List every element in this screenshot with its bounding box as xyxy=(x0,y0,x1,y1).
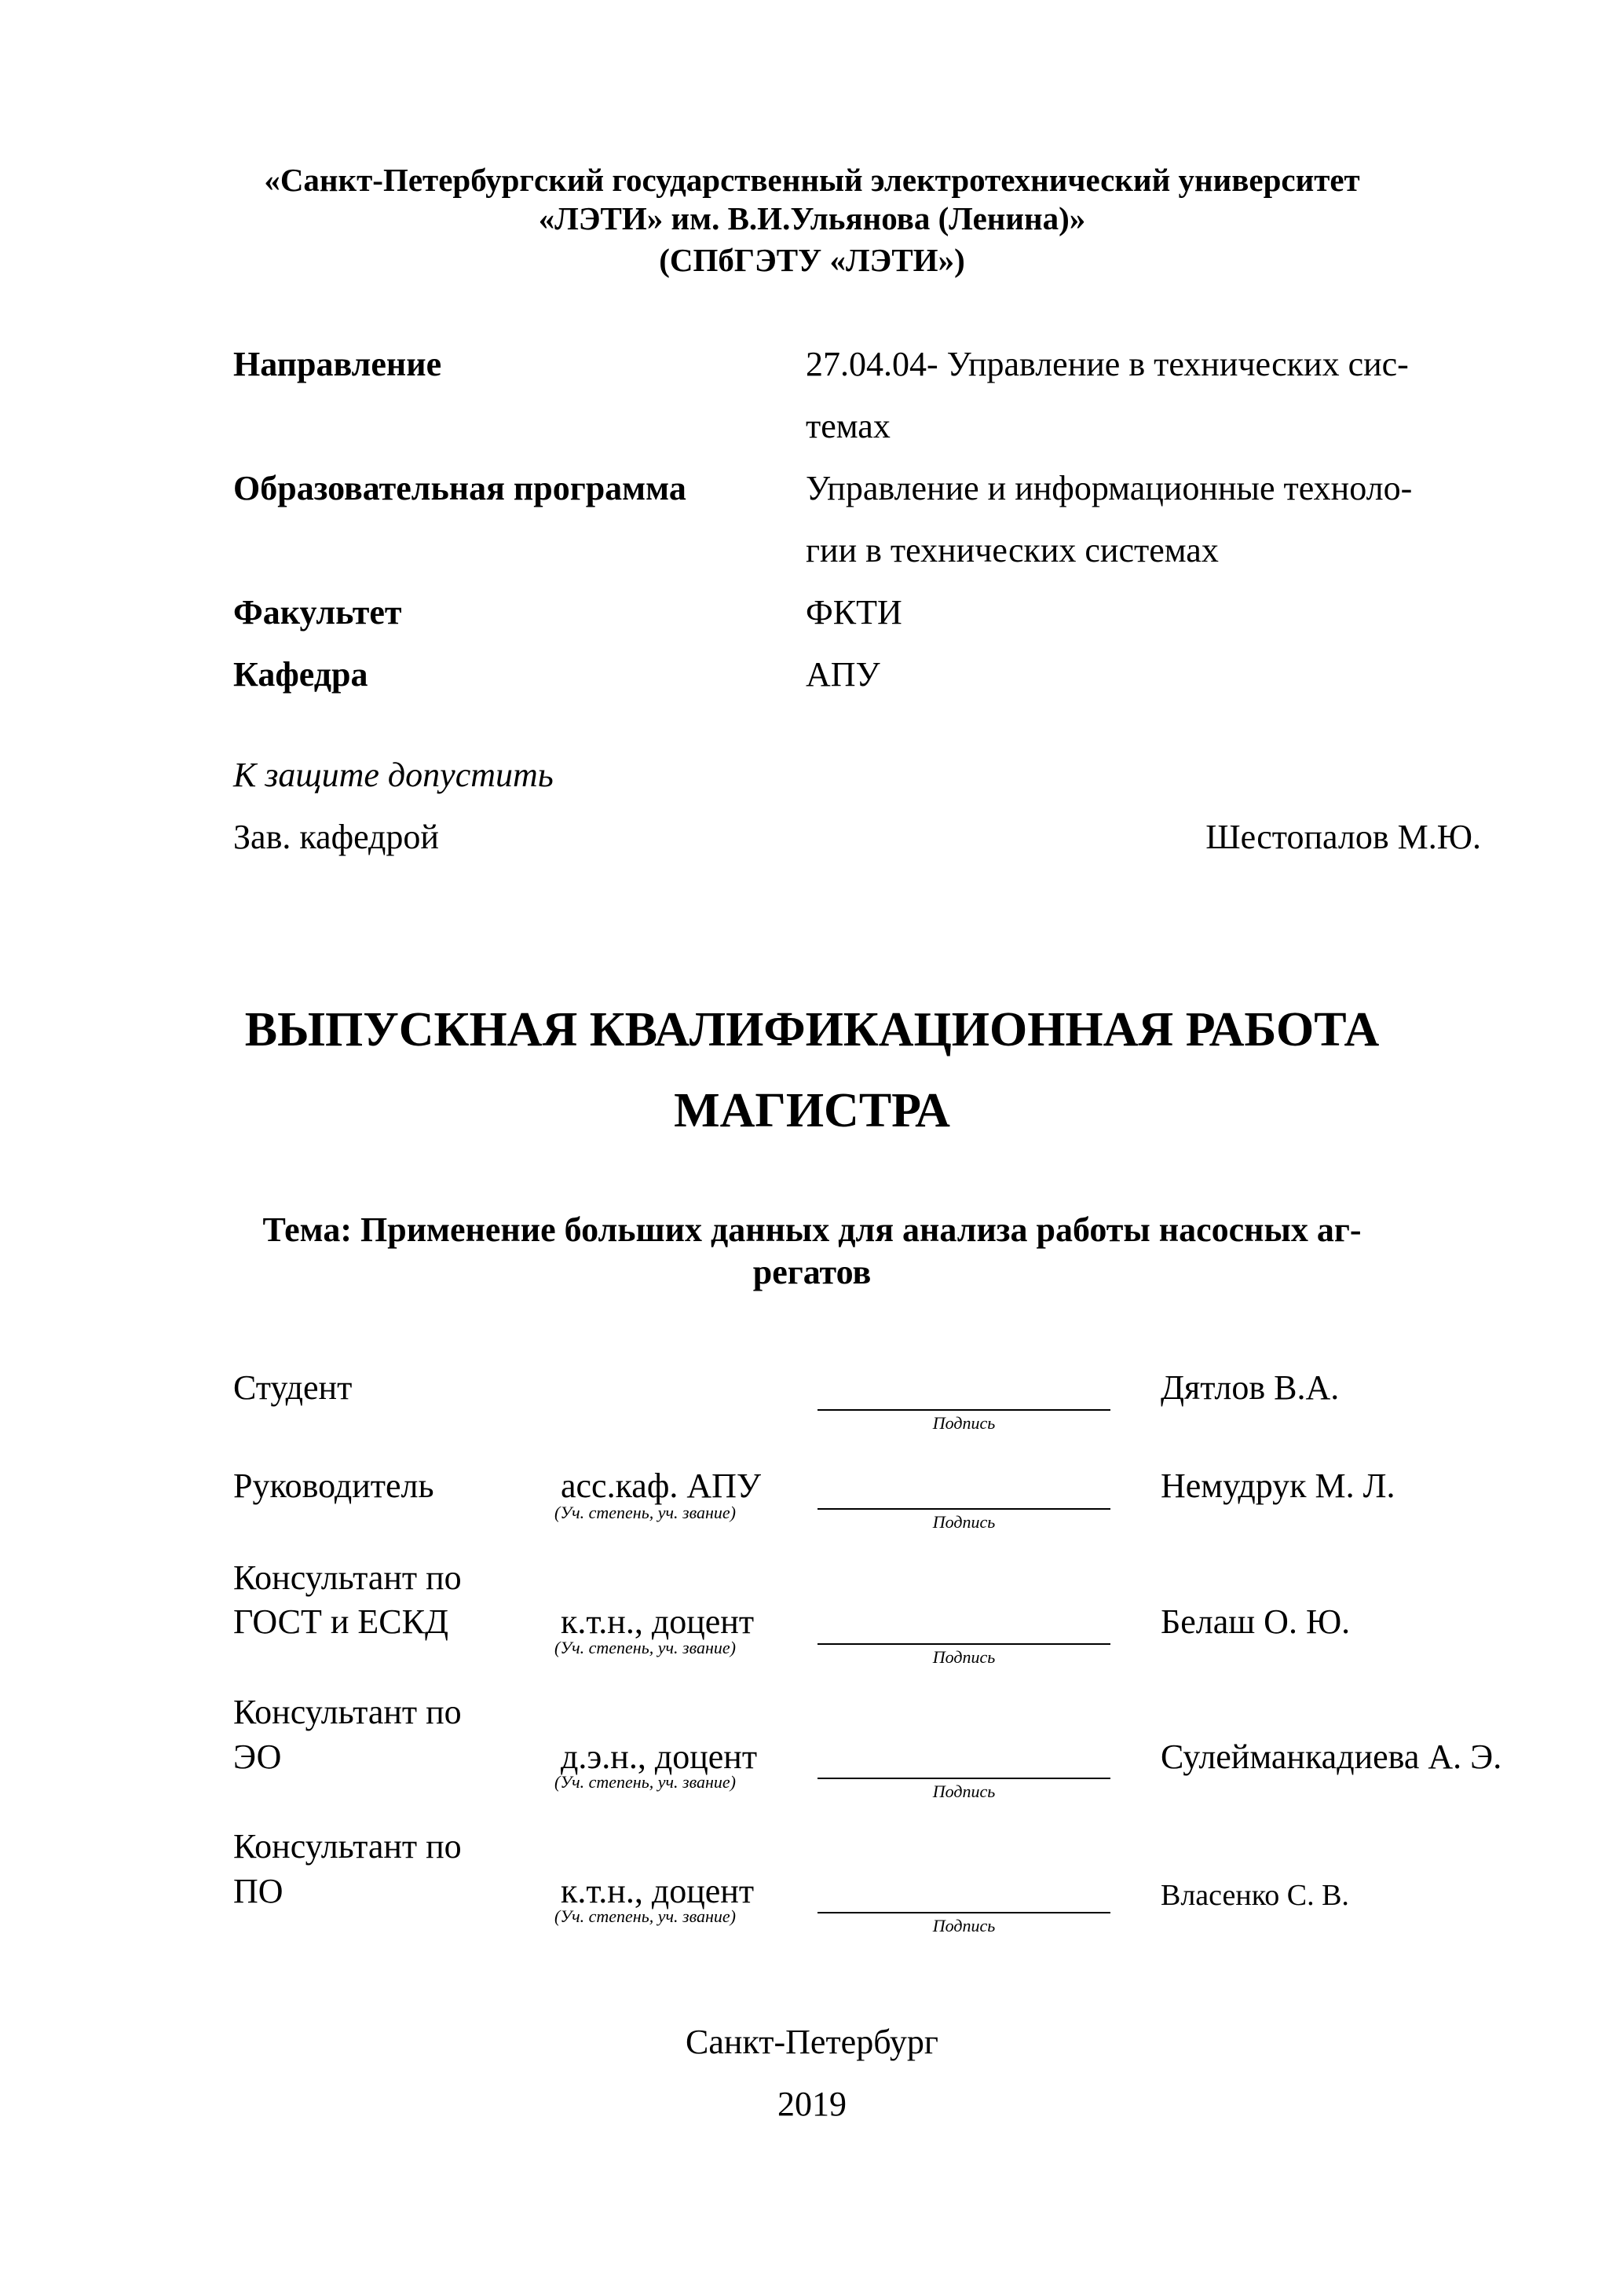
info-value-program-cont: гии в технических системах xyxy=(806,531,1219,569)
role-consultant-gost-2: ГОСТ и ЕСКД xyxy=(233,1602,449,1641)
year: 2019 xyxy=(777,2085,847,2123)
admit-text: К защите допустить xyxy=(233,756,554,794)
header-line-3: (СПбГЭТУ «ЛЭТИ») xyxy=(659,242,965,278)
signature-line xyxy=(817,1409,1110,1411)
consultant-po-degree: к.т.н., доцент xyxy=(561,1872,755,1910)
signature-caption: Подпись xyxy=(932,1647,996,1667)
signature-line xyxy=(817,1912,1110,1913)
consultant-gost-degree: к.т.н., доцент xyxy=(561,1602,755,1641)
header-line-1: «Санкт-Петербургский государственный электротехнический университет xyxy=(264,162,1360,198)
topic-line-2: регатов xyxy=(752,1253,872,1291)
signature-caption: Подпись xyxy=(932,1512,996,1532)
signature-line xyxy=(817,1508,1110,1510)
topic-line-1: Тема: Применение больших данных для анализа работы насосных аг- xyxy=(262,1210,1362,1249)
info-label-program: Образовательная программа xyxy=(233,469,686,507)
degree-hint: (Уч. степень, уч. звание) xyxy=(554,1638,736,1657)
role-consultant-po-1: Консультант по xyxy=(233,1827,462,1866)
role-consultant-gost-1: Консультант по xyxy=(233,1558,462,1597)
info-value-department: АПУ xyxy=(806,655,880,694)
supervisor-degree: асс.каф. АПУ xyxy=(561,1467,762,1505)
info-label-direction: Направление xyxy=(233,345,442,383)
city: Санкт-Петербург xyxy=(686,2023,938,2061)
signature-caption: Подпись xyxy=(932,1916,996,1935)
role-supervisor: Руководитель xyxy=(233,1467,434,1505)
info-value-program: Управление и информационные техноло- xyxy=(806,469,1413,507)
info-value-faculty: ФКТИ xyxy=(806,593,902,632)
title-line-1: ВЫПУСКНАЯ КВАЛИФИКАЦИОННАЯ РАБОТА xyxy=(244,1003,1380,1056)
signature-caption: Подпись xyxy=(932,1413,996,1433)
student-name: Дятлов В.А. xyxy=(1161,1368,1340,1407)
consultant-eo-name: Сулейманкадиева А. Э. xyxy=(1161,1738,1502,1776)
consultant-po-name: Власенко С. В. xyxy=(1161,1879,1349,1912)
role-student: Студент xyxy=(233,1368,353,1407)
header-line-2: «ЛЭТИ» им. В.И.Ульянова (Ленина)» xyxy=(538,200,1086,236)
role-consultant-eo-1: Консультант по xyxy=(233,1693,462,1731)
info-label-department: Кафедра xyxy=(233,655,368,694)
signature-line xyxy=(817,1643,1110,1645)
degree-hint: (Уч. степень, уч. звание) xyxy=(554,1772,736,1792)
degree-hint: (Уч. степень, уч. звание) xyxy=(554,1503,736,1522)
info-value-direction-cont: темах xyxy=(806,407,891,445)
role-consultant-eo-2: ЭО xyxy=(233,1738,282,1776)
info-label-faculty: Факультет xyxy=(233,593,402,632)
signature-line xyxy=(817,1778,1110,1779)
head-label: Зав. кафедрой xyxy=(233,818,439,856)
title-line-2: МАГИСТРА xyxy=(674,1084,950,1137)
consultant-eo-degree: д.э.н., доцент xyxy=(561,1738,758,1776)
role-consultant-po-2: ПО xyxy=(233,1872,283,1910)
supervisor-name: Немудрук М. Л. xyxy=(1161,1467,1395,1505)
consultant-gost-name: Белаш О. Ю. xyxy=(1161,1602,1351,1641)
degree-hint: (Уч. степень, уч. звание) xyxy=(554,1906,736,1926)
signature-caption: Подпись xyxy=(932,1782,996,1801)
info-value-direction: 27.04.04- Управление в технических сис- xyxy=(806,345,1409,383)
head-name: Шестопалов М.Ю. xyxy=(1205,818,1481,856)
